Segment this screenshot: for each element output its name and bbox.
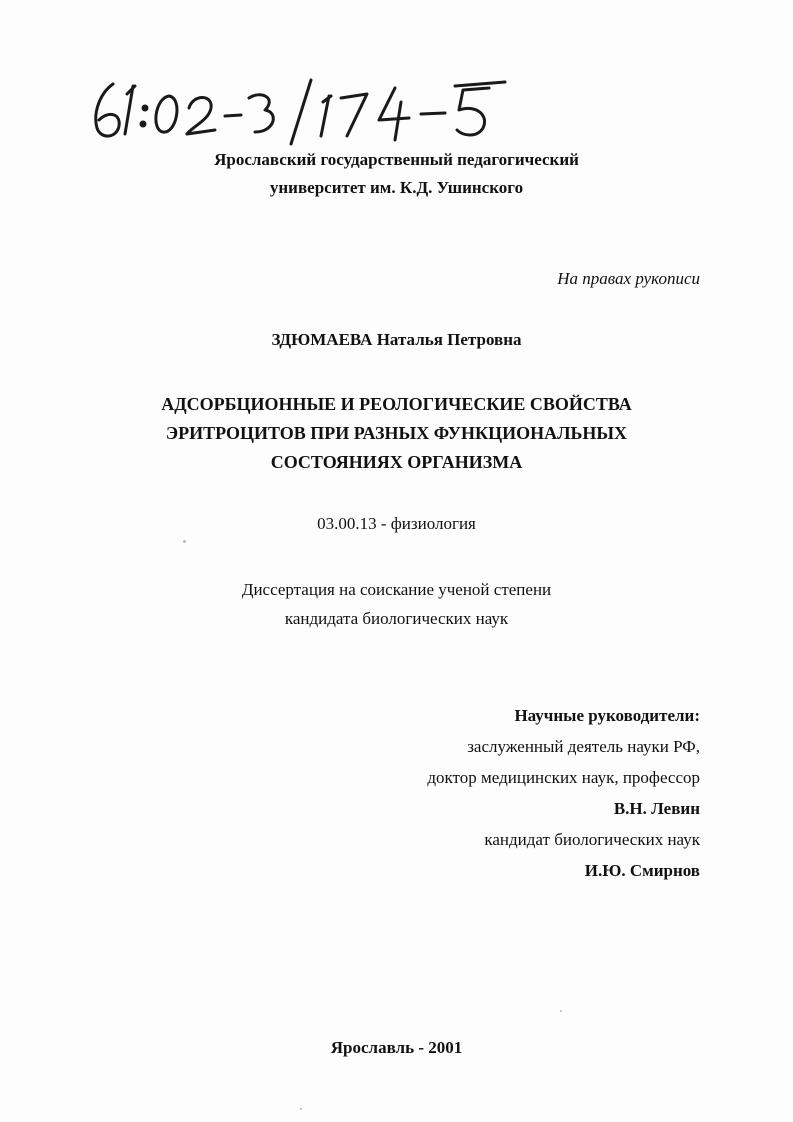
author-surname: ЗДЮМАЕВА — [271, 330, 373, 349]
supervisor-1-title-1: заслуженный деятель науки РФ, — [467, 737, 700, 756]
supervisors-heading: Научные руководители: — [514, 706, 700, 725]
scan-speck — [300, 1108, 302, 1110]
specialty-code: 03.00.13 - физиология — [317, 514, 476, 533]
supervisor-2-title: кандидат биологических наук — [484, 830, 700, 849]
supervisor-1-title-2: доктор медицинских наук, профессор — [427, 768, 700, 787]
title-line-2: ЭРИТРОЦИТОВ ПРИ РАЗНЫХ ФУНКЦИОНАЛЬНЫХ — [165, 423, 628, 443]
scan-speck — [560, 1010, 562, 1012]
supervisor-1-name: В.Н. Левин — [613, 799, 700, 818]
city-and-year: Ярославль - 2001 — [330, 1038, 463, 1057]
university-line-2: университет им. К.Д. Ушинского — [269, 178, 524, 197]
handwritten-archive-number — [85, 70, 555, 150]
manuscript-note: На правах рукописи — [557, 269, 700, 288]
scan-speck — [183, 540, 186, 543]
author-given-name: Наталья Петровна — [376, 330, 522, 349]
author-name — [0, 330, 793, 350]
degree-line-2: кандидата биологических наук — [284, 609, 509, 628]
supervisor-2-name: И.Ю. Смирнов — [584, 861, 700, 880]
title-line-1: АДСОРБЦИОННЫЕ И РЕОЛОГИЧЕСКИЕ СВОЙСТВА — [161, 394, 632, 414]
handwritten-number-drawing — [85, 70, 555, 150]
supervisors-block — [427, 700, 700, 886]
degree-line-1: Диссертация на соискание ученой степени — [241, 580, 552, 599]
degree-statement — [0, 575, 793, 633]
university-name — [0, 146, 793, 202]
university-line-1: Ярославский государственный педагогический — [214, 150, 579, 169]
title-line-3: СОСТОЯНИЯХ ОРГАНИЗМА — [270, 452, 523, 472]
dissertation-title — [0, 390, 793, 477]
